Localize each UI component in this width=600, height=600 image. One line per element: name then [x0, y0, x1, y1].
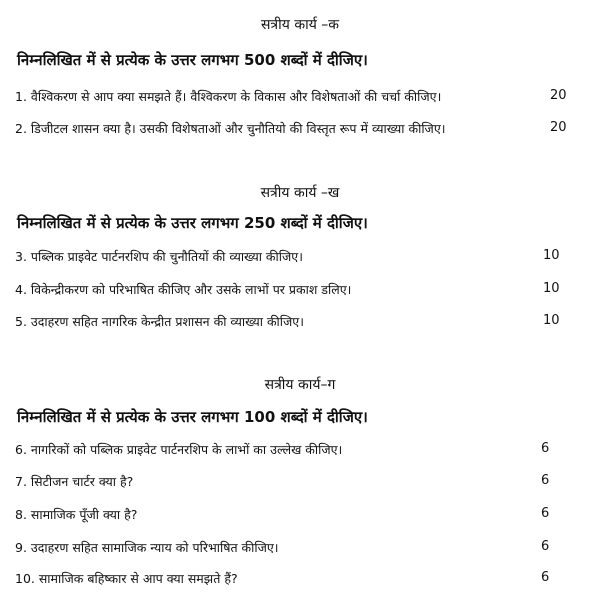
question-8-marks: 6 — [541, 506, 550, 521]
section-c-title: सत्रीय कार्य–ग — [264, 377, 336, 393]
question-1-marks: 20 — [550, 88, 567, 103]
section-b-title: सत्रीय कार्य –ख — [260, 185, 340, 201]
question-6: 6. नागरिकों को पब्लिक प्राइवेट पार्टनरशिप के लाभों का उल्लेख कीजिए। — [15, 442, 343, 457]
section-c-instruction: निम्नलिखित में से प्रत्येक के उत्तर लगभग 100 शब्दों में दीजिए। — [17, 408, 368, 426]
question-2: 2. डिजीटल शासन क्या है। उसकी विशेषताओं और चुनौतियो की विस्तृत रूप में व्याख्या कीजिए। — [15, 121, 446, 136]
question-2-marks: 20 — [550, 120, 567, 135]
question-7: 7. सिटीजन चार्टर क्या है? — [15, 474, 134, 489]
section-b-instruction: निम्नलिखित में से प्रत्येक के उत्तर लगभग 250 शब्दों में दीजिए। — [17, 214, 368, 232]
question-9: 9. उदाहरण सहित सामाजिक न्याय को परिभाषित कीजिए। — [15, 540, 279, 555]
question-10-marks: 6 — [541, 570, 550, 585]
question-4: 4. विकेन्द्रीकरण को परिभाषित कीजिए और उसके लाभों पर प्रकाश डलिए। — [15, 282, 352, 297]
question-6-marks: 6 — [541, 441, 550, 456]
question-4-marks: 10 — [543, 281, 560, 296]
question-1: 1. वैश्विकरण से आप क्या समझते हैं। वैश्विकरण के विकास और विशेषताओं की चर्चा कीजिए। — [15, 89, 442, 104]
question-5: 5. उदाहरण सहित नागरिक केन्द्रीत प्रशासन की व्याख्या कीजिए। — [15, 314, 304, 329]
question-3: 3. पब्लिक प्राइवेट पार्टनरशिप की चुनौतियों की व्याख्या कीजिए। — [15, 249, 303, 264]
question-9-marks: 6 — [541, 539, 550, 554]
question-8: 8. सामाजिक पूँजी क्या है? — [15, 507, 138, 522]
section-a-instruction: निम्नलिखित में से प्रत्येक के उत्तर लगभग 500 शब्दों में दीजिए। — [17, 51, 368, 69]
section-a-title: सत्रीय कार्य –क — [260, 17, 340, 33]
question-3-marks: 10 — [543, 248, 560, 263]
question-7-marks: 6 — [541, 473, 550, 488]
question-5-marks: 10 — [543, 313, 560, 328]
question-10: 10. सामाजिक बहिष्कार से आप क्या समझते हैं? — [15, 571, 238, 586]
